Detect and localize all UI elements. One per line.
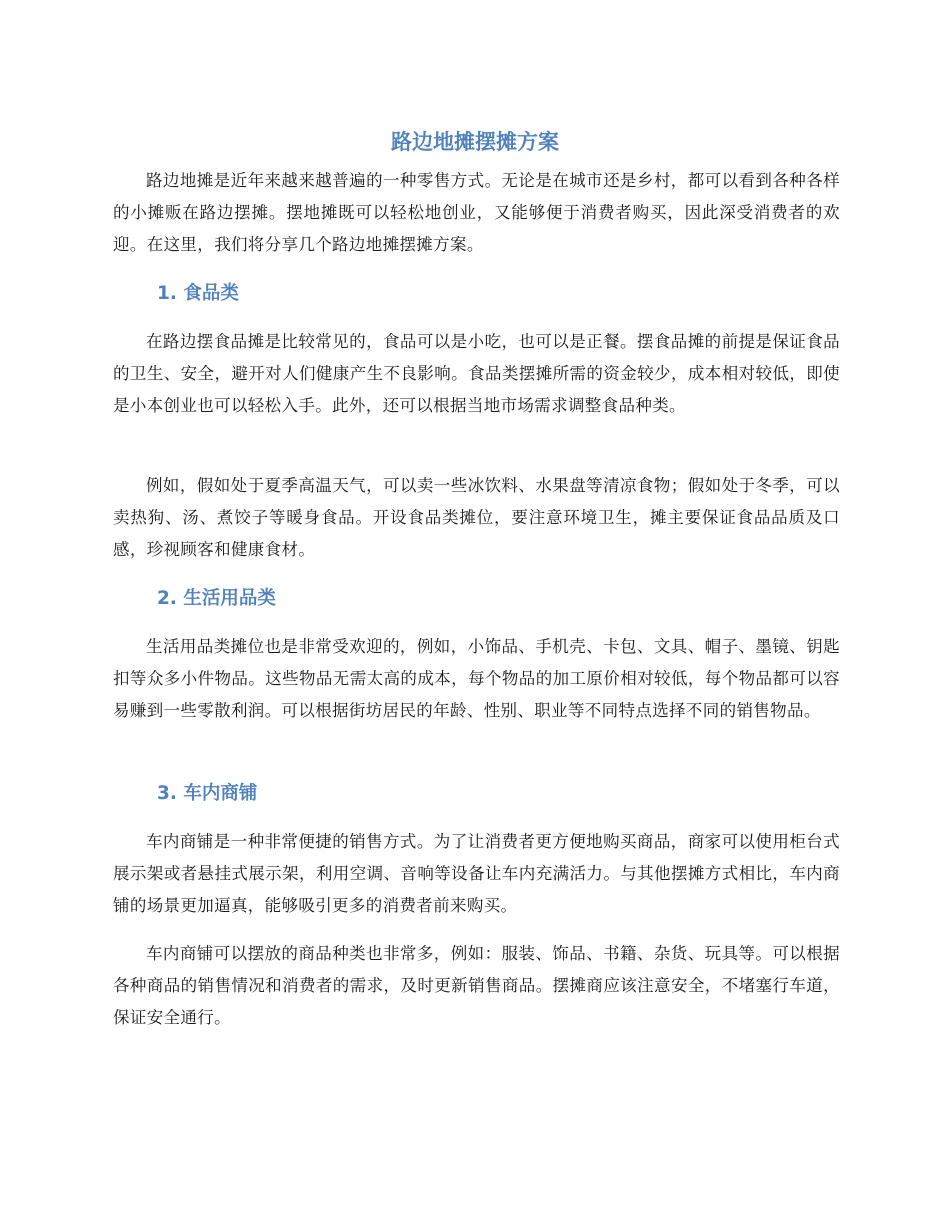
section-paragraph-food-2: 例如，假如处于夏季高温天气，可以卖一些冰饮料、水果盘等清凉食物；假如处于冬季，可以卖热狗、汤、煮饺子等暖身食品。开设食品类摊位，要注意环境卫生，摊主要保证食品品质及口感，珍视顾客和健康食材。 <box>113 476 840 559</box>
section-heading-car-shop: 3. 车内商铺 <box>157 783 258 804</box>
section-paragraph-car-shop-1: 车内商铺是一种非常便捷的销售方式。为了让消费者更方便地购买商品，商家可以使用柜台式展示架或者悬挂式展示架，利用空调、音响等设备让车内充满活力。与其他摆摊方式相比，车内商铺的场景更加逼真，能够吸引更多的消费者前来购买。 <box>113 832 840 915</box>
section-paragraph-daily-goods-1: 生活用品类摊位也是非常受欢迎的，例如，小饰品、手机壳、卡包、文具、帽子、墨镜、钥匙扣等众多小件物品。这些物品无需太高的成本，每个物品的加工原价相对较低，每个物品都可以容易赚到一些零散利润。可以根据街坊居民的年龄、性别、职业等不同特点选择不同的销售物品。 <box>113 637 840 720</box>
section-heading-food: 1. 食品类 <box>157 283 239 304</box>
section-paragraph-food-1: 在路边摆食品摊是比较常见的，食品可以是小吃，也可以是正餐。摆食品摊的前提是保证食品的卫生、安全，避开对人们健康产生不良影响。食品类摆摊所需的资金较少，成本相对较低，即使是小本创业也可以轻松入手。此外，还可以根据当地市场需求调整食品种类。 <box>113 332 840 415</box>
intro-paragraph: 路边地摊是近年来越来越普遍的一种零售方式。无论是在城市还是乡村，都可以看到各种各样的小摊贩在路边摆摊。摆地摊既可以轻松地创业，又能够便于消费者购买，因此深受消费者的欢迎。在这里，我们将分享几个路边地摊摆摊方案。 <box>113 171 840 254</box>
section-heading-daily-goods: 2. 生活用品类 <box>157 588 276 609</box>
document-title: 路边地摊摆摊方案 <box>391 130 559 154</box>
section-paragraph-car-shop-2: 车内商铺可以摆放的商品种类也非常多，例如：服装、饰品、书籍、杂货、玩具等。可以根据各种商品的销售情况和消费者的需求，及时更新销售商品。摆摊商应该注意安全，不堵塞行车道，保证安全通行。 <box>113 944 840 1027</box>
